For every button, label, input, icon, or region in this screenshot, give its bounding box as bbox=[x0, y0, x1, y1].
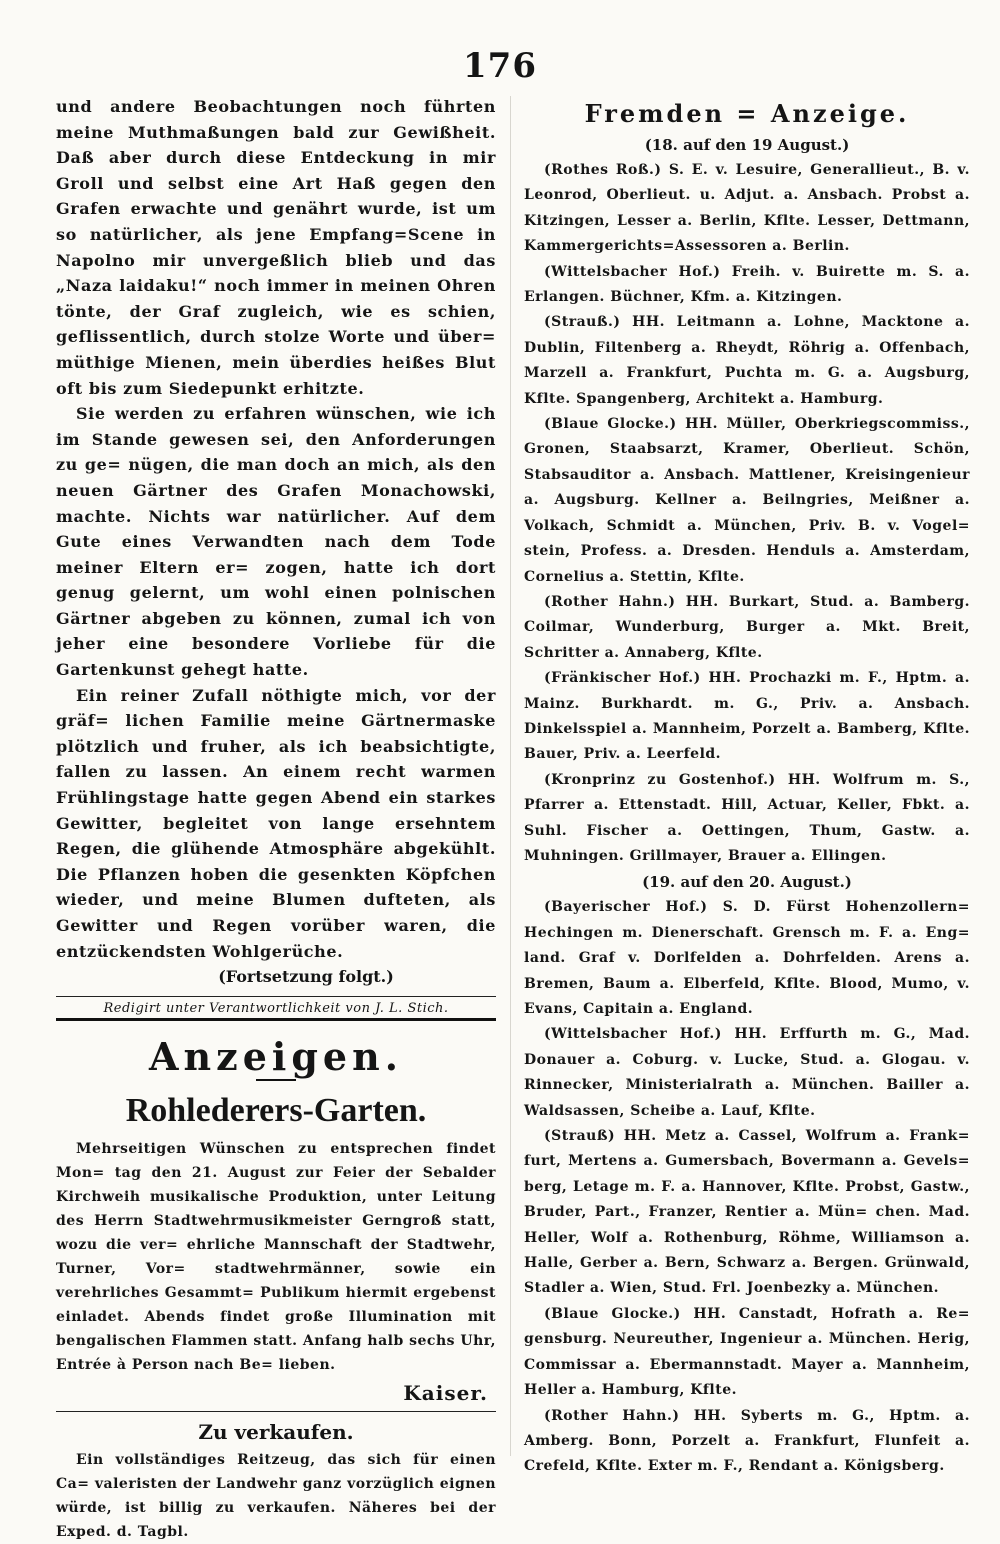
arrival-entry: (Rother Hahn.) HH. Burkart, Stud. a. Bamberg. Coilmar, Wunderburg, Burger a. Mkt. Breit, Schritter a. Annaberg, Kflte. bbox=[524, 593, 970, 661]
sale-ad-paragraph: Ein vollständiges Reitzeug, das sich für einen Ca= valeristen der Landwehr ganz vorzüglich eignen würde, ist billig zu verkaufen. Näheres bei der Exped. d. Tagbl. bbox=[56, 1451, 496, 1540]
arrival-entry: (Kronprinz zu Gostenhof.) HH. Wolfrum m. S., Pfarrer a. Ettenstadt. Hill, Actuar, Keller, Fbkt. a. Suhl. Fischer a. Oettingen, Thum, Gastw. a. Muhningen. Grillmayer, Brauer a. Ellingen. bbox=[524, 771, 970, 864]
divider-rule-thick bbox=[56, 1018, 496, 1021]
ad-signature: Kaiser. bbox=[403, 1380, 488, 1405]
arrival-entry: (Strauß.) HH. Leitmann a. Lohne, Macktone a. Dublin, Filtenberg a. Rheydt, Röhrig a. Offenbach, Marzell a. Frankfurt, Puchta m. G. a. Augsburg, Kflte. Spangenberg, Architekt a. Hamburg. bbox=[524, 314, 970, 407]
page-number: 176 bbox=[463, 46, 537, 86]
arrivals-date: (19. auf den 20. August.) bbox=[642, 873, 852, 892]
continued-note: (Fortsetzung folgt.) bbox=[218, 967, 394, 987]
arrivals-date: (18. auf den 19 August.) bbox=[644, 136, 850, 154]
story-text bbox=[56, 94, 496, 964]
garden-ad-text bbox=[56, 1137, 496, 1377]
ads-heading: Anzeigen. bbox=[149, 1033, 403, 1079]
divider-rule bbox=[56, 1411, 496, 1412]
divider-rule bbox=[56, 996, 496, 997]
left-column bbox=[56, 94, 496, 1544]
garden-ad-paragraph: Mehrseitigen Wünschen zu entsprechen findet Mon= tag den 21. August zur Feier der Sebalder Kirchweih musikalische Produktion, unter Leitung des Herrn Stadtwehrmusikmeister Gerngroß statt, wozu die ver= ehrliche Mannschaft der Stadtwehr, Turner, Vor= stadtwehrmänner, sowie ein verehrliches Gesammt= Publikum hiermit ergebenst einladet. Abends findet große Illumination mit bengalischen Flammen statt. Anfang halb sechs Uhr, Entrée à Person nach Be= lieben. bbox=[56, 1140, 497, 1373]
short-rule bbox=[256, 1079, 296, 1081]
story-paragraph: Sie werden zu erfahren wünschen, wie ich im Stande gewesen sei, den Anforderungen zu ge= nügen, die man doch an mich, als den neuen Gärtner des Grafen Monachowski, machte. Nichts war natürlicher. Auf dem Gute eines Verwandten nach dem Tode meiner Eltern er= zogen, hatte ich dort genug gelernt, um wohl einen polnischen Gärtner abgeben zu können, zumal ich von jeher eine besondere Vorliebe für die Gartenkunst gehegt hatte. bbox=[56, 404, 496, 680]
arrival-entry: (Wittelsbacher Hof.) HH. Erffurth m. G., Mad. Donauer a. Coburg. v. Lucke, Stud. a. Glogau. v. Rinnecker, Ministerialrath a. München. Bailler a. Waldsassen, Scheibe a. Lauf, Kflte. bbox=[524, 1026, 970, 1119]
garden-ad-heading: Rohlederers-Garten. bbox=[125, 1091, 427, 1129]
story-paragraph: Ein reiner Zufall nöthigte mich, vor der gräf= lichen Familie meine Gärtnermaske plötzlich und fruher, als ich beabsichtigte, fallen zu lassen. An einem recht warmen Frühlingstage hatte gegen Abend ein starkes Gewitter, begleitet von lange ersehntem Regen, die glühende Atmosphäre abgekühlt. Die Pflanzen hoben die gesenkten Köpfchen wieder, und meine Blumen dufteten, als Gewitter und Regen vorüber waren, die entzückendsten Wohlgerüche. bbox=[56, 685, 496, 961]
sale-ad-text bbox=[56, 1448, 496, 1544]
story-paragraph: und andere Beobachtungen noch führten meine Muthmaßungen bald zur Gewißheit. Daß aber durch diese Entdeckung in mir Groll und selbst eine Art Haß gegen den Grafen erwachte und genährt wurde, ist um so natürlicher, als jene Empfang=Scene in Napolno mir unvergeßlich blieb und das „Naza laidaku!“ noch immer in meinen Ohren tönte, der Graf zugleich, wie es schien, geflissentlich, durch stolze Worte und über= müthige Mienen, mein überdies heißes Blut oft bis zum Siedepunkt erhitzte. bbox=[56, 97, 496, 398]
right-column bbox=[524, 94, 970, 1480]
arrival-entry: (Blaue Glocke.) HH. Müller, Oberkriegscommiss., Gronen, Staabsarzt, Kramer, Oberlieut. Schön, Stabsauditor a. Ansbach. Mattlener, Kreisingenieur a. Augsburg. Kellner a. Beilngries, Meißner a. Volkach, Schmidt a. München, Priv. B. v. Vogel= stein, Profess. a. Dresden. Henduls a. Amsterdam, Cornelius a. Stettin, Kflte. bbox=[524, 416, 970, 585]
arrivals-heading: Fremden = Anzeige. bbox=[584, 99, 910, 128]
arrival-entry: (Rother Hahn.) HH. Syberts m. G., Hptm. a. Amberg. Bonn, Porzelt a. Frankfurt, Flunfeit a. Crefeld, Kflte. Exter m. F., Rendant a. Königsberg. bbox=[524, 1407, 970, 1475]
arrival-entry: (Rothes Roß.) S. E. v. Lesuire, Generallieut., B. v. Leonrod, Oberlieut. u. Adjut. a. Ansbach. Probst a. Kitzingen, Lesser a. Berlin, Kflte. Lesser, Dettmann, Kammergerichts=Assessoren a. Berlin. bbox=[524, 162, 970, 255]
arrival-entry: (Blaue Glocke.) HH. Canstadt, Hofrath a. Re= gensburg. Neureuther, Ingenieur a. München. Herig, Commissar a. Ebermannstadt. Mayer a. Mannheim, Heller a. Hamburg, Kflte. bbox=[524, 1305, 970, 1399]
column-divider bbox=[510, 96, 511, 1456]
sale-ad-heading: Zu verkaufen. bbox=[198, 1419, 354, 1444]
arrival-entry: (Fränkischer Hof.) HH. Prochazki m. F., Hptm. a. Mainz. Burkhardt. m. G., Priv. a. Ansbach. Dinkelsspiel a. Mannheim, Porzelt a. Bamberg, Kflte. Bauer, Priv. a. Leerfeld. bbox=[524, 670, 970, 763]
arrival-entry: (Wittelsbacher Hof.) Freih. v. Buirette m. S. a. Erlangen. Büchner, Kfm. a. Kitzingen. bbox=[524, 263, 970, 306]
editorial-line: Redigirt unter Verantwortlichkeit von J. L. Stich. bbox=[103, 1000, 449, 1016]
arrival-entry: (Strauß) HH. Metz a. Cassel, Wolfrum a. Frank= furt, Mertens a. Gumersbach, Bovermann a. Gevels= berg, Letage m. F. a. Hannover, Kflte. Probst, Gastw., Bruder, Part., Franzer, Rentier a. Mün= chen. Mad. Heller, Wolf a. Rothenburg, Röhme, Williamson a. Halle, Gerber a. Bern, Schwarz a. Bergen. Grünwald, Stadler a. Wien, Stud. Frl. Joenbezky a. München. bbox=[524, 1128, 970, 1297]
arrival-entry: (Bayerischer Hof.) S. D. Fürst Hohenzollern= Hechingen m. Dienerschaft. Grensch m. F. a. Eng= land. Graf v. Dorlfelden a. Dohrfelden. Arens a. Bremen, Baum a. Elberfeld, Kflte. Blood, Mumo, v. Evans, Capitain a. England. bbox=[524, 899, 970, 1017]
